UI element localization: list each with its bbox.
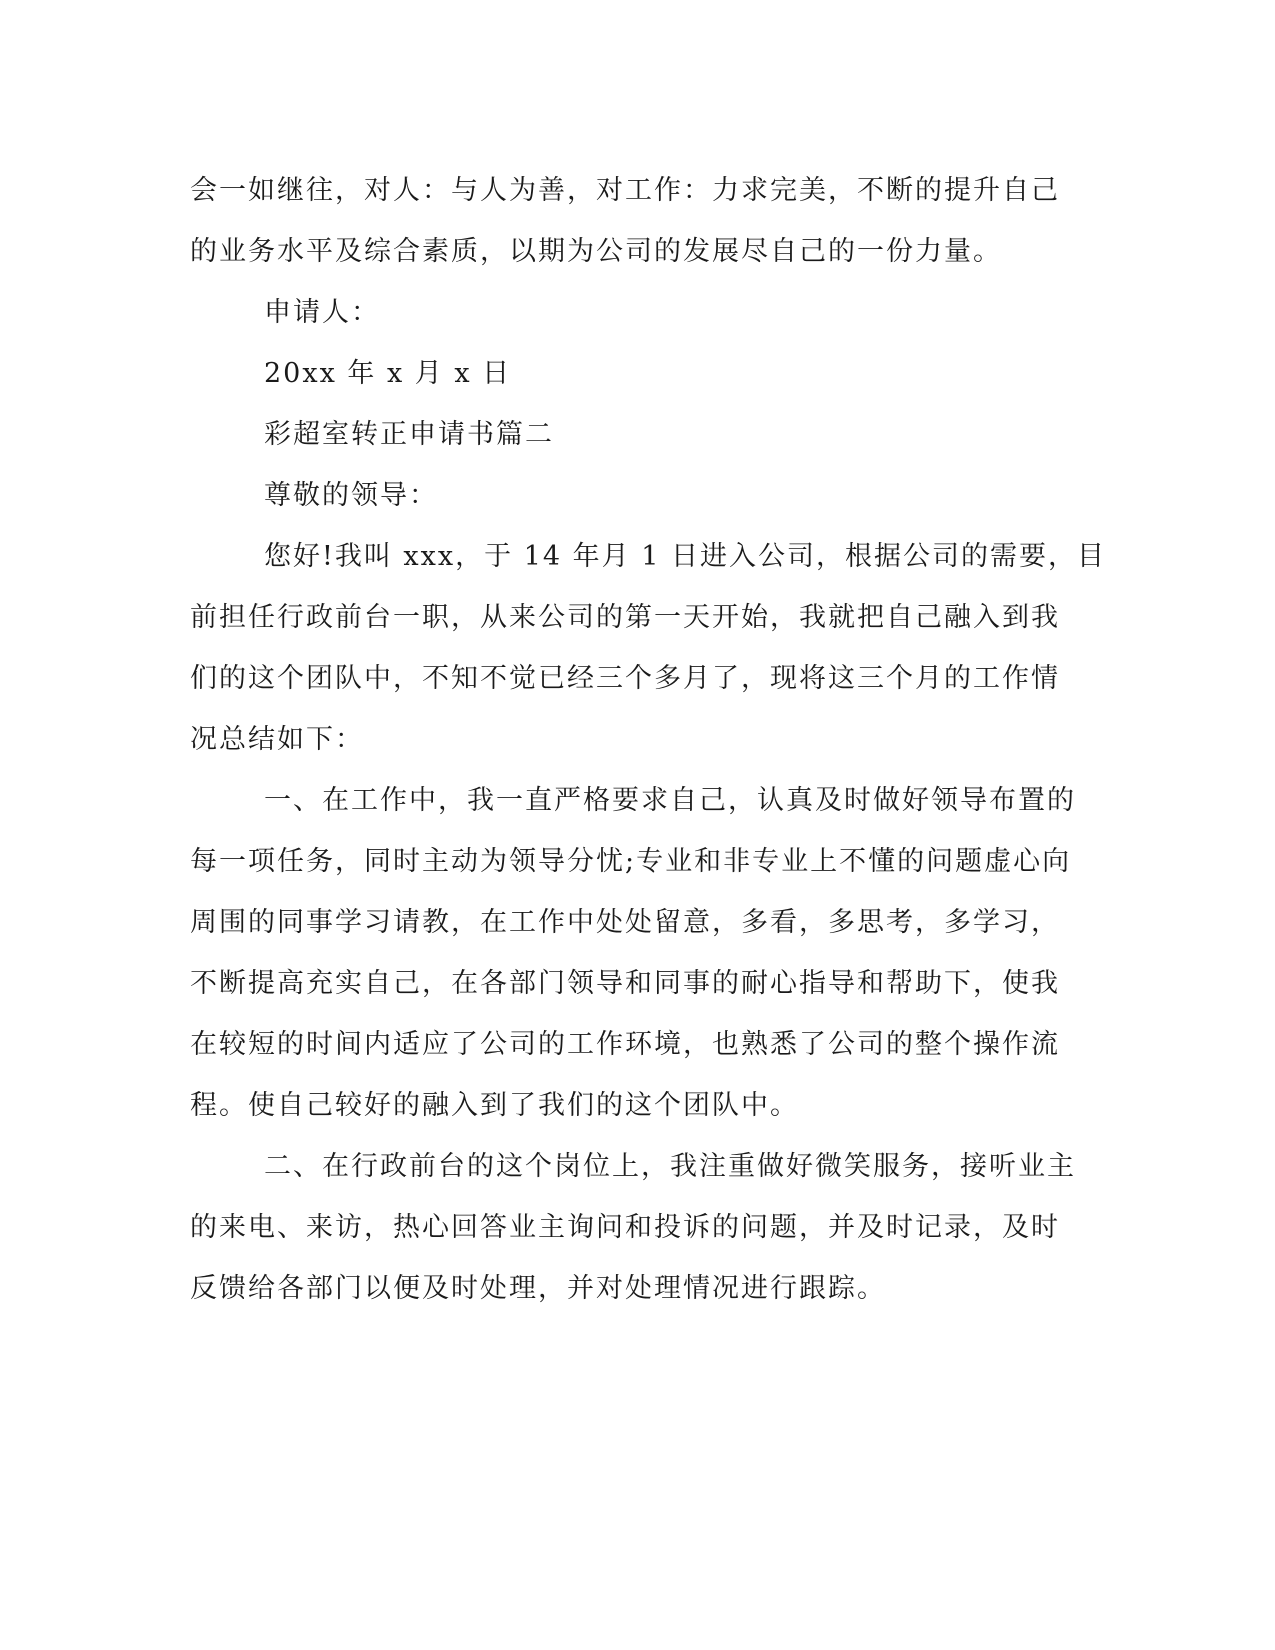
text-line: 您好!我叫 xxx，于 14 年月 1 日进入公司，根据公司的需要，目 xyxy=(264,541,1106,572)
text-line: 前担任行政前台一职，从来公司的第一天开始，我就把自己融入到我 xyxy=(190,602,1060,633)
text-line: 尊敬的领导： xyxy=(264,480,438,511)
text-line: 反馈给各部门以便及时处理，并对处理情况进行跟踪。 xyxy=(190,1273,886,1304)
paragraph-point-one xyxy=(190,770,1090,1136)
text-line: 二、在行政前台的这个岗位上，我注重做好微笑服务，接听业主 xyxy=(264,1151,1076,1182)
text-line: 每一项任务，同时主动为领导分忧;专业和非专业上不懂的问题虚心向 xyxy=(190,846,1072,877)
paragraph-point-two xyxy=(190,1136,1090,1319)
text-line: 不断提高充实自己，在各部门领导和同事的耐心指导和帮助下，使我 xyxy=(190,968,1060,999)
text-line: 周围的同事学习请教，在工作中处处留意，多看，多思考，多学习， xyxy=(190,907,1060,938)
text-line: 们的这个团队中，不知不觉已经三个多月了，现将这三个月的工作情 xyxy=(190,663,1060,694)
text-line: 况总结如下： xyxy=(190,724,364,755)
text-line: 在较短的时间内适应了公司的工作环境，也熟悉了公司的整个操作流 xyxy=(190,1029,1060,1060)
text-line: 彩超室转正申请书篇二 xyxy=(264,419,554,450)
paragraph-closing-commitment xyxy=(190,160,1090,282)
text-line: 申请人： xyxy=(264,297,380,328)
section-title xyxy=(190,404,1090,465)
text-line: 程。使自己较好的融入到了我们的这个团队中。 xyxy=(190,1090,799,1121)
text-line: 的业务水平及综合素质，以期为公司的发展尽自己的一份力量。 xyxy=(190,236,1002,267)
applicant-signature xyxy=(190,282,1090,343)
text-line: 的来电、来访，热心回答业主询问和投诉的问题，并及时记录，及时 xyxy=(190,1212,1060,1243)
document-body xyxy=(190,160,1106,1319)
salutation xyxy=(190,465,1090,526)
text-line: 一、在工作中，我一直严格要求自己，认真及时做好领导布置的 xyxy=(264,785,1076,816)
paragraph-introduction xyxy=(190,526,1106,770)
application-date xyxy=(190,343,1090,404)
text-line: 会一如继往，对人：与人为善，对工作：力求完美，不断的提升自己 xyxy=(190,175,1060,206)
text-line: 20xx 年 x 月 x 日 xyxy=(264,358,512,389)
